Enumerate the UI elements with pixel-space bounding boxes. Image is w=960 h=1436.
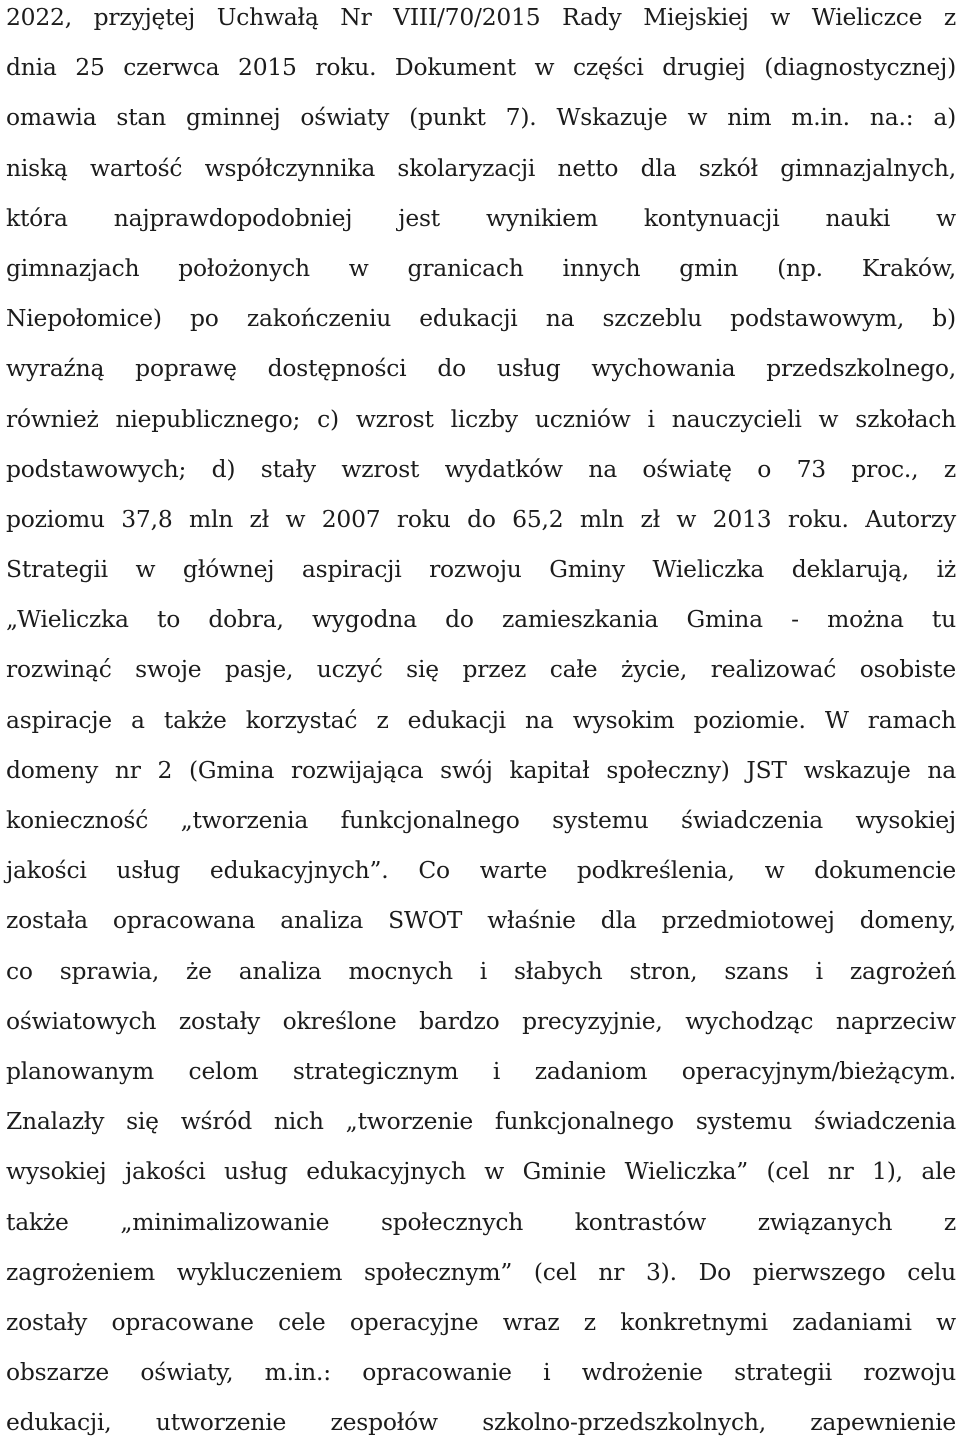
- text-line: zostały opracowane cele operacyjne wraz z konkretnymi zadaniami w: [6, 1307, 956, 1336]
- text-line: obszarze oświaty, m.in.: opracowanie i wdrożenie strategii rozwoju: [6, 1358, 956, 1387]
- text-line: planowanym celom strategicznym i zadaniom operacyjnym/bieżącym.: [6, 1056, 956, 1085]
- text-line: „Wieliczka to dobra, wygodna do zamieszkania Gmina - można tu: [6, 605, 956, 634]
- text-line: również niepublicznego; c) wzrost liczby uczniów i nauczycieli w szkołach: [6, 404, 956, 433]
- text-line: konieczność „tworzenia funkcjonalnego systemu świadczenia wysokiej: [6, 806, 956, 834]
- text-line: oświatowych zostały określone bardzo precyzyjnie, wychodząc naprzeciw: [6, 1006, 956, 1035]
- text-line: dnia 25 czerwca 2015 roku. Dokument w części drugiej (diagnostycznej): [6, 53, 956, 82]
- body-paragraph: [6, 0, 956, 1436]
- text-line: edukacji, utworzenie zespołów szkolno-przedszkolnych, zapewnienie: [6, 1408, 956, 1436]
- text-line: 2022, przyjętej Uchwałą Nr VIII/70/2015 Rady Miejskiej w Wieliczce z: [6, 3, 956, 31]
- text-line: poziomu 37,8 mln zł w 2007 roku do 65,2 mln zł w 2013 roku. Autorzy: [6, 504, 956, 533]
- text-line: która najprawdopodobniej jest wynikiem kontynuacji nauki w: [6, 203, 956, 232]
- text-line: niską wartość współczynnika skolaryzacji netto dla szkół gimnazjalnych,: [6, 153, 956, 182]
- text-line: została opracowana analiza SWOT właśnie dla przedmiotowej domeny,: [6, 906, 956, 935]
- text-line: co sprawia, że analiza mocnych i słabych stron, szans i zagrożeń: [6, 956, 956, 985]
- text-line: domeny nr 2 (Gmina rozwijająca swój kapitał społeczny) JST wskazuje na: [6, 755, 956, 784]
- text-line: podstawowych; d) stały wzrost wydatków na oświatę o 73 proc., z: [6, 454, 956, 483]
- text-line: wysokiej jakości usług edukacyjnych w Gminie Wieliczka” (cel nr 1), ale: [6, 1157, 956, 1186]
- text-line: Strategii w głównej aspiracji rozwoju Gminy Wieliczka deklarują, iż: [6, 555, 956, 584]
- text-line: Znalazły się wśród nich „tworzenie funkcjonalnego systemu świadczenia: [6, 1107, 956, 1136]
- text-line: Niepołomice) po zakończeniu edukacji na szczeblu podstawowym, b): [6, 304, 956, 333]
- text-line: jakości usług edukacyjnych”. Co warte podkreślenia, w dokumencie: [6, 856, 956, 885]
- text-line: wyraźną poprawę dostępności do usług wychowania przedszkolnego,: [6, 354, 956, 383]
- text-line: zagrożeniem wykluczeniem społecznym” (cel nr 3). Do pierwszego celu: [6, 1257, 956, 1286]
- text-line: także „minimalizowanie społecznych kontrastów związanych z: [6, 1207, 956, 1236]
- text-line: omawia stan gminnej oświaty (punkt 7). Wskazuje w nim m.in. na.: a): [6, 103, 956, 132]
- text-line: rozwinąć swoje pasje, uczyć się przez całe życie, realizować osobiste: [6, 655, 956, 684]
- text-line: aspiracje a także korzystać z edukacji na wysokim poziomie. W ramach: [6, 705, 956, 734]
- text-line: gimnazjach położonych w granicach innych gmin (np. Kraków,: [6, 253, 956, 282]
